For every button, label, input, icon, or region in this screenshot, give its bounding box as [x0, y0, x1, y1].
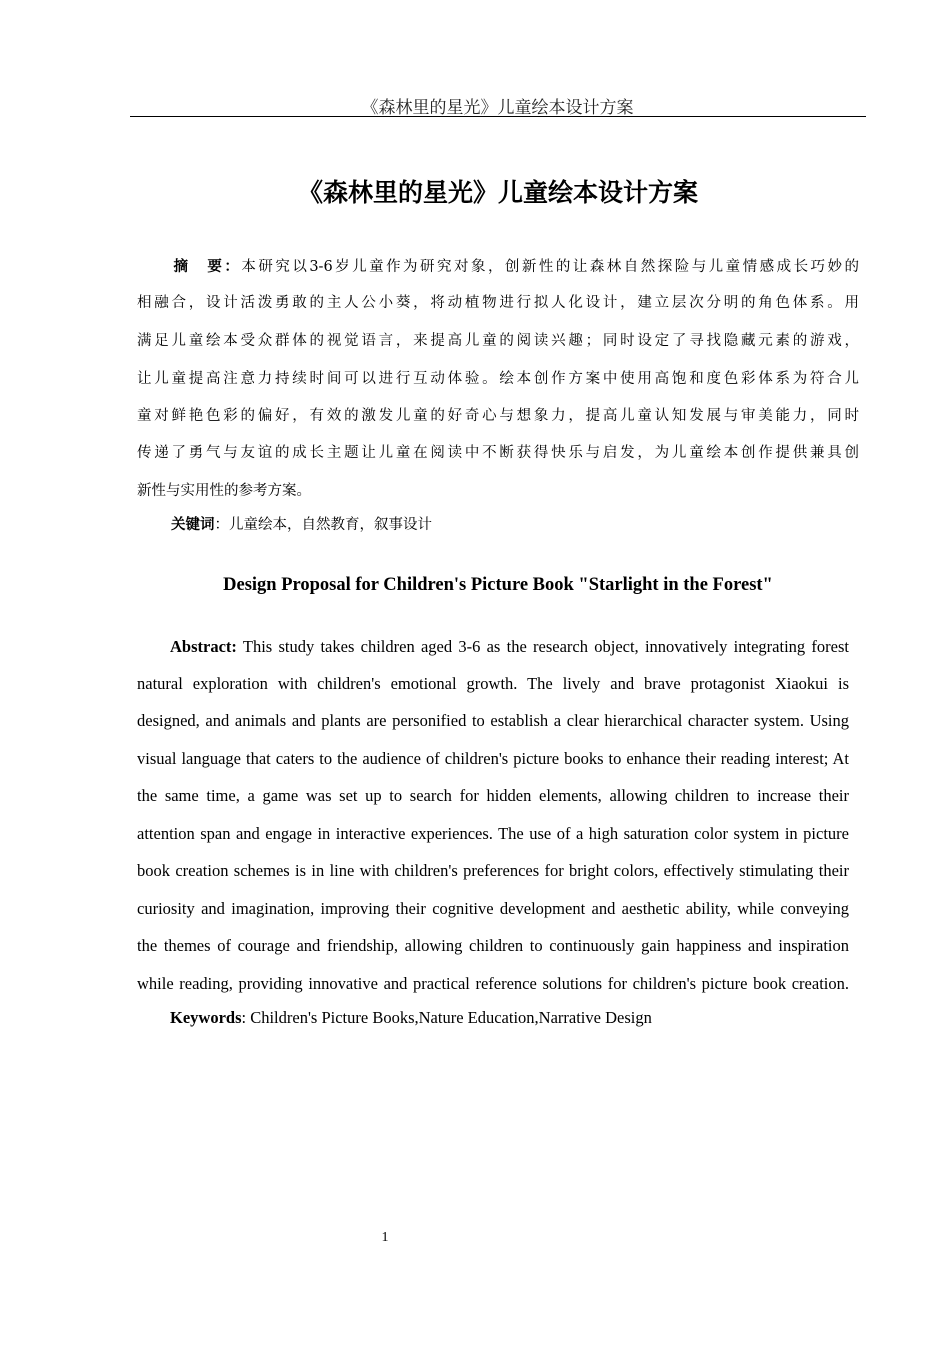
zh-abstract-line	[137, 257, 859, 277]
zh-abstract-line: 新性与实用性的参考方案。	[137, 483, 311, 499]
en-abstract-line: book creation schemes is in line with children's preferences for bright colors, effectively stimulating their	[137, 861, 849, 880]
en-abstract-line: natural exploration with children's emotional growth. The lively and brave protagonist Xiaokui is	[137, 674, 849, 693]
en-keywords	[170, 1007, 882, 1029]
en-keywords-text: : Children's Picture Books,Nature Education,Narrative Design	[241, 1008, 652, 1027]
zh-keywords	[171, 515, 893, 535]
header-divider	[130, 116, 866, 117]
zh-keywords-label: 关键词	[171, 516, 215, 533]
en-abstract-line: curiosity and imagination, improving their cognitive development and aesthetic ability, while conveying	[137, 899, 849, 918]
zh-abstract-line: 童对鲜艳色彩的偏好，有效的激发儿童的好奇心与想象力，提高儿童认知发展与审美能力，同时	[137, 408, 859, 424]
en-keywords-label: Keywords	[170, 1008, 242, 1027]
en-abstract-line	[137, 636, 849, 658]
en-abstract-line: while reading, providing innovative and practical reference solutions for children's picture book creation.	[137, 974, 849, 993]
page-number: 1	[381, 1230, 389, 1245]
running-header: 《森林里的星光》儿童绘本设计方案	[361, 98, 634, 118]
en-abstract-line: visual language that caters to the audience of children's picture books to enhance their reading interest; At	[137, 749, 849, 768]
zh-abstract-line: 满足儿童绘本受众群体的视觉语言，来提高儿童的阅读兴趣；同时设定了寻找隐藏元素的游戏，	[137, 333, 859, 349]
en-abstract-label: Abstract:	[170, 637, 237, 656]
en-abstract-line: designed, and animals and plants are personified to establish a clear hierarchical character system. Using	[137, 711, 849, 730]
zh-abstract-line: 让儿童提高注意力持续时间可以进行互动体验。绘本创作方案中使用高饱和度色彩体系为符合儿	[137, 371, 859, 387]
zh-abstract-line: 传递了勇气与友谊的成长主题让儿童在阅读中不断获得快乐与启发，为儿童绘本创作提供兼具创	[137, 445, 859, 461]
en-abstract-line: the same time, a game was set up to search for hidden elements, allowing children to increase their	[137, 786, 849, 805]
en-abstract-line: the themes of courage and friendship, allowing children to continuously gain happiness and inspiration	[137, 936, 849, 955]
page-title: 《森林里的星光》儿童绘本设计方案	[297, 178, 698, 207]
english-title: Design Proposal for Children's Picture Book "Starlight in the Forest"	[223, 575, 773, 595]
zh-keywords-text: ：儿童绘本，自然教育，叙事设计	[214, 517, 432, 533]
en-abstract-text: This study takes children aged 3-6 as the research object, innovatively integrating forest	[236, 637, 849, 656]
zh-abstract-label: 摘 要：	[171, 258, 242, 275]
en-abstract-line: attention span and engage in interactive experiences. The use of a high saturation color system in picture	[137, 824, 849, 843]
zh-abstract-line: 相融合，设计活泼勇敢的主人公小葵，将动植物进行拟人化设计，建立层次分明的角色体系。用	[137, 295, 859, 311]
zh-abstract-text: 本研究以3-6岁儿童作为研究对象，创新性的让森林自然探险与儿童情感成长巧妙的	[241, 259, 860, 275]
